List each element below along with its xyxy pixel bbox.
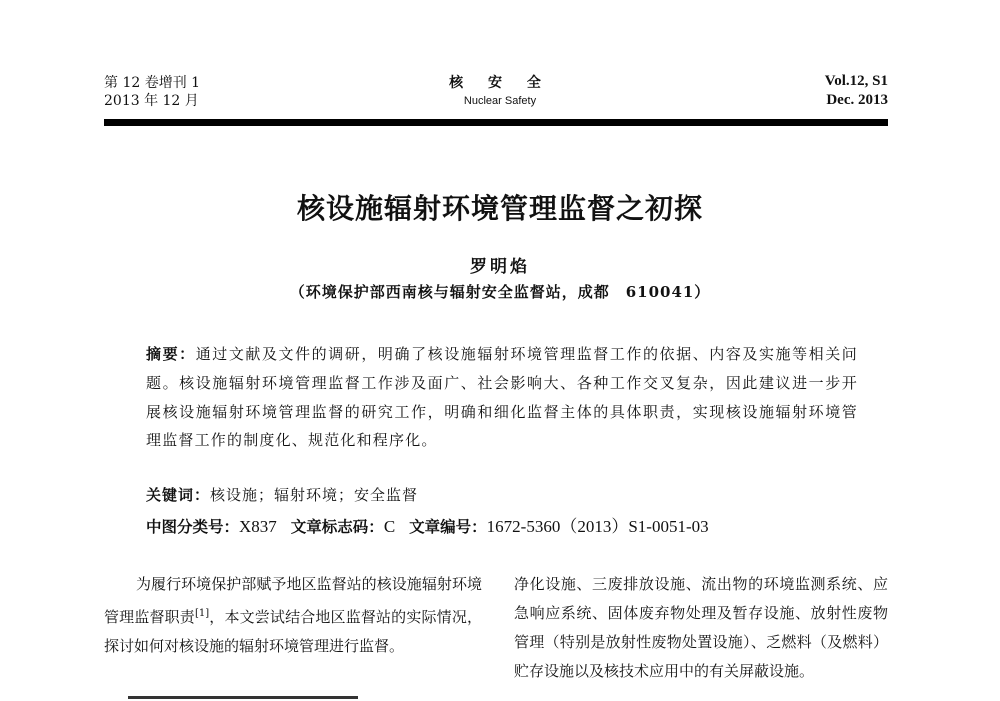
body-column-left bbox=[104, 570, 482, 661]
article-affiliation: （环境保护部西南核与辐射安全监督站，成都 610041） bbox=[289, 283, 711, 301]
clc-value: X837 bbox=[239, 517, 277, 536]
article-title: 核设施辐射环境管理监督之初探 bbox=[296, 192, 703, 225]
keywords bbox=[146, 484, 418, 505]
journal-name-cn: 核 安 全 bbox=[449, 75, 551, 91]
volume-cn: 第 12 卷增刊 1 bbox=[104, 75, 201, 91]
body-left-text-2: ，本文尝试结合地区监督站的实际情况，探讨如何对核设施的辐射环境管理进行监督。 bbox=[104, 608, 482, 655]
volume-en: Vol.12, S1 bbox=[824, 73, 888, 89]
abstract bbox=[146, 340, 858, 455]
date-cn: 2013 年 12 月 bbox=[104, 93, 199, 109]
classification-line bbox=[146, 512, 723, 537]
article-id-label: 文章编号： bbox=[409, 518, 487, 536]
clc-label: 中图分类号： bbox=[146, 518, 240, 536]
doc-code-value: C bbox=[383, 517, 396, 536]
citation-ref: [1] bbox=[194, 608, 210, 619]
keywords-label: 关键词： bbox=[146, 486, 211, 504]
abstract-text: 通过文献及文件的调研，明确了核设施辐射环境管理监督工作的依据、内容及实施等相关问题。核设施辐射环境管理监督工作涉及面广、社会影响大、各种工作交叉复杂，因此建议进一步开展核设施辐射环境管理监督的研究工作，明确和细化监督主体的具体职责，实现核设施辐射环境管理监督工作的制度化、规范化和程序化。 bbox=[146, 345, 858, 450]
keywords-text: 核设施；辐射环境；安全监督 bbox=[210, 486, 419, 504]
cut-off-heading bbox=[104, 694, 504, 701]
header-rule bbox=[104, 119, 888, 126]
article-author: 罗明焰 bbox=[470, 257, 530, 277]
cut-off-heading-fragment bbox=[128, 696, 358, 699]
doc-code-label: 文章标志码： bbox=[290, 518, 384, 536]
journal-name-en: Nuclear Safety bbox=[463, 95, 537, 107]
article-id-value: 1672-5360（2013）S1-0051-03 bbox=[486, 517, 709, 536]
body-column-right bbox=[514, 570, 888, 686]
date-en: Dec. 2013 bbox=[826, 92, 888, 108]
body-left-text: 为履行环境保护部赋予地区监督站的核设施辐射环境管理监督职责 bbox=[104, 575, 482, 626]
abstract-label: 摘要： bbox=[146, 345, 196, 363]
body-right-text: 净化设施、三废排放设施、流出物的环境监测系统、应急响应系统、固体废弃物处理及暂存设施、放射性废物管理（特别是放射性废物处置设施）、乏燃料（及燃料）贮存设施以及核技术应用中的有关屏蔽设施。 bbox=[514, 575, 888, 680]
header-volume-en bbox=[825, 72, 888, 110]
